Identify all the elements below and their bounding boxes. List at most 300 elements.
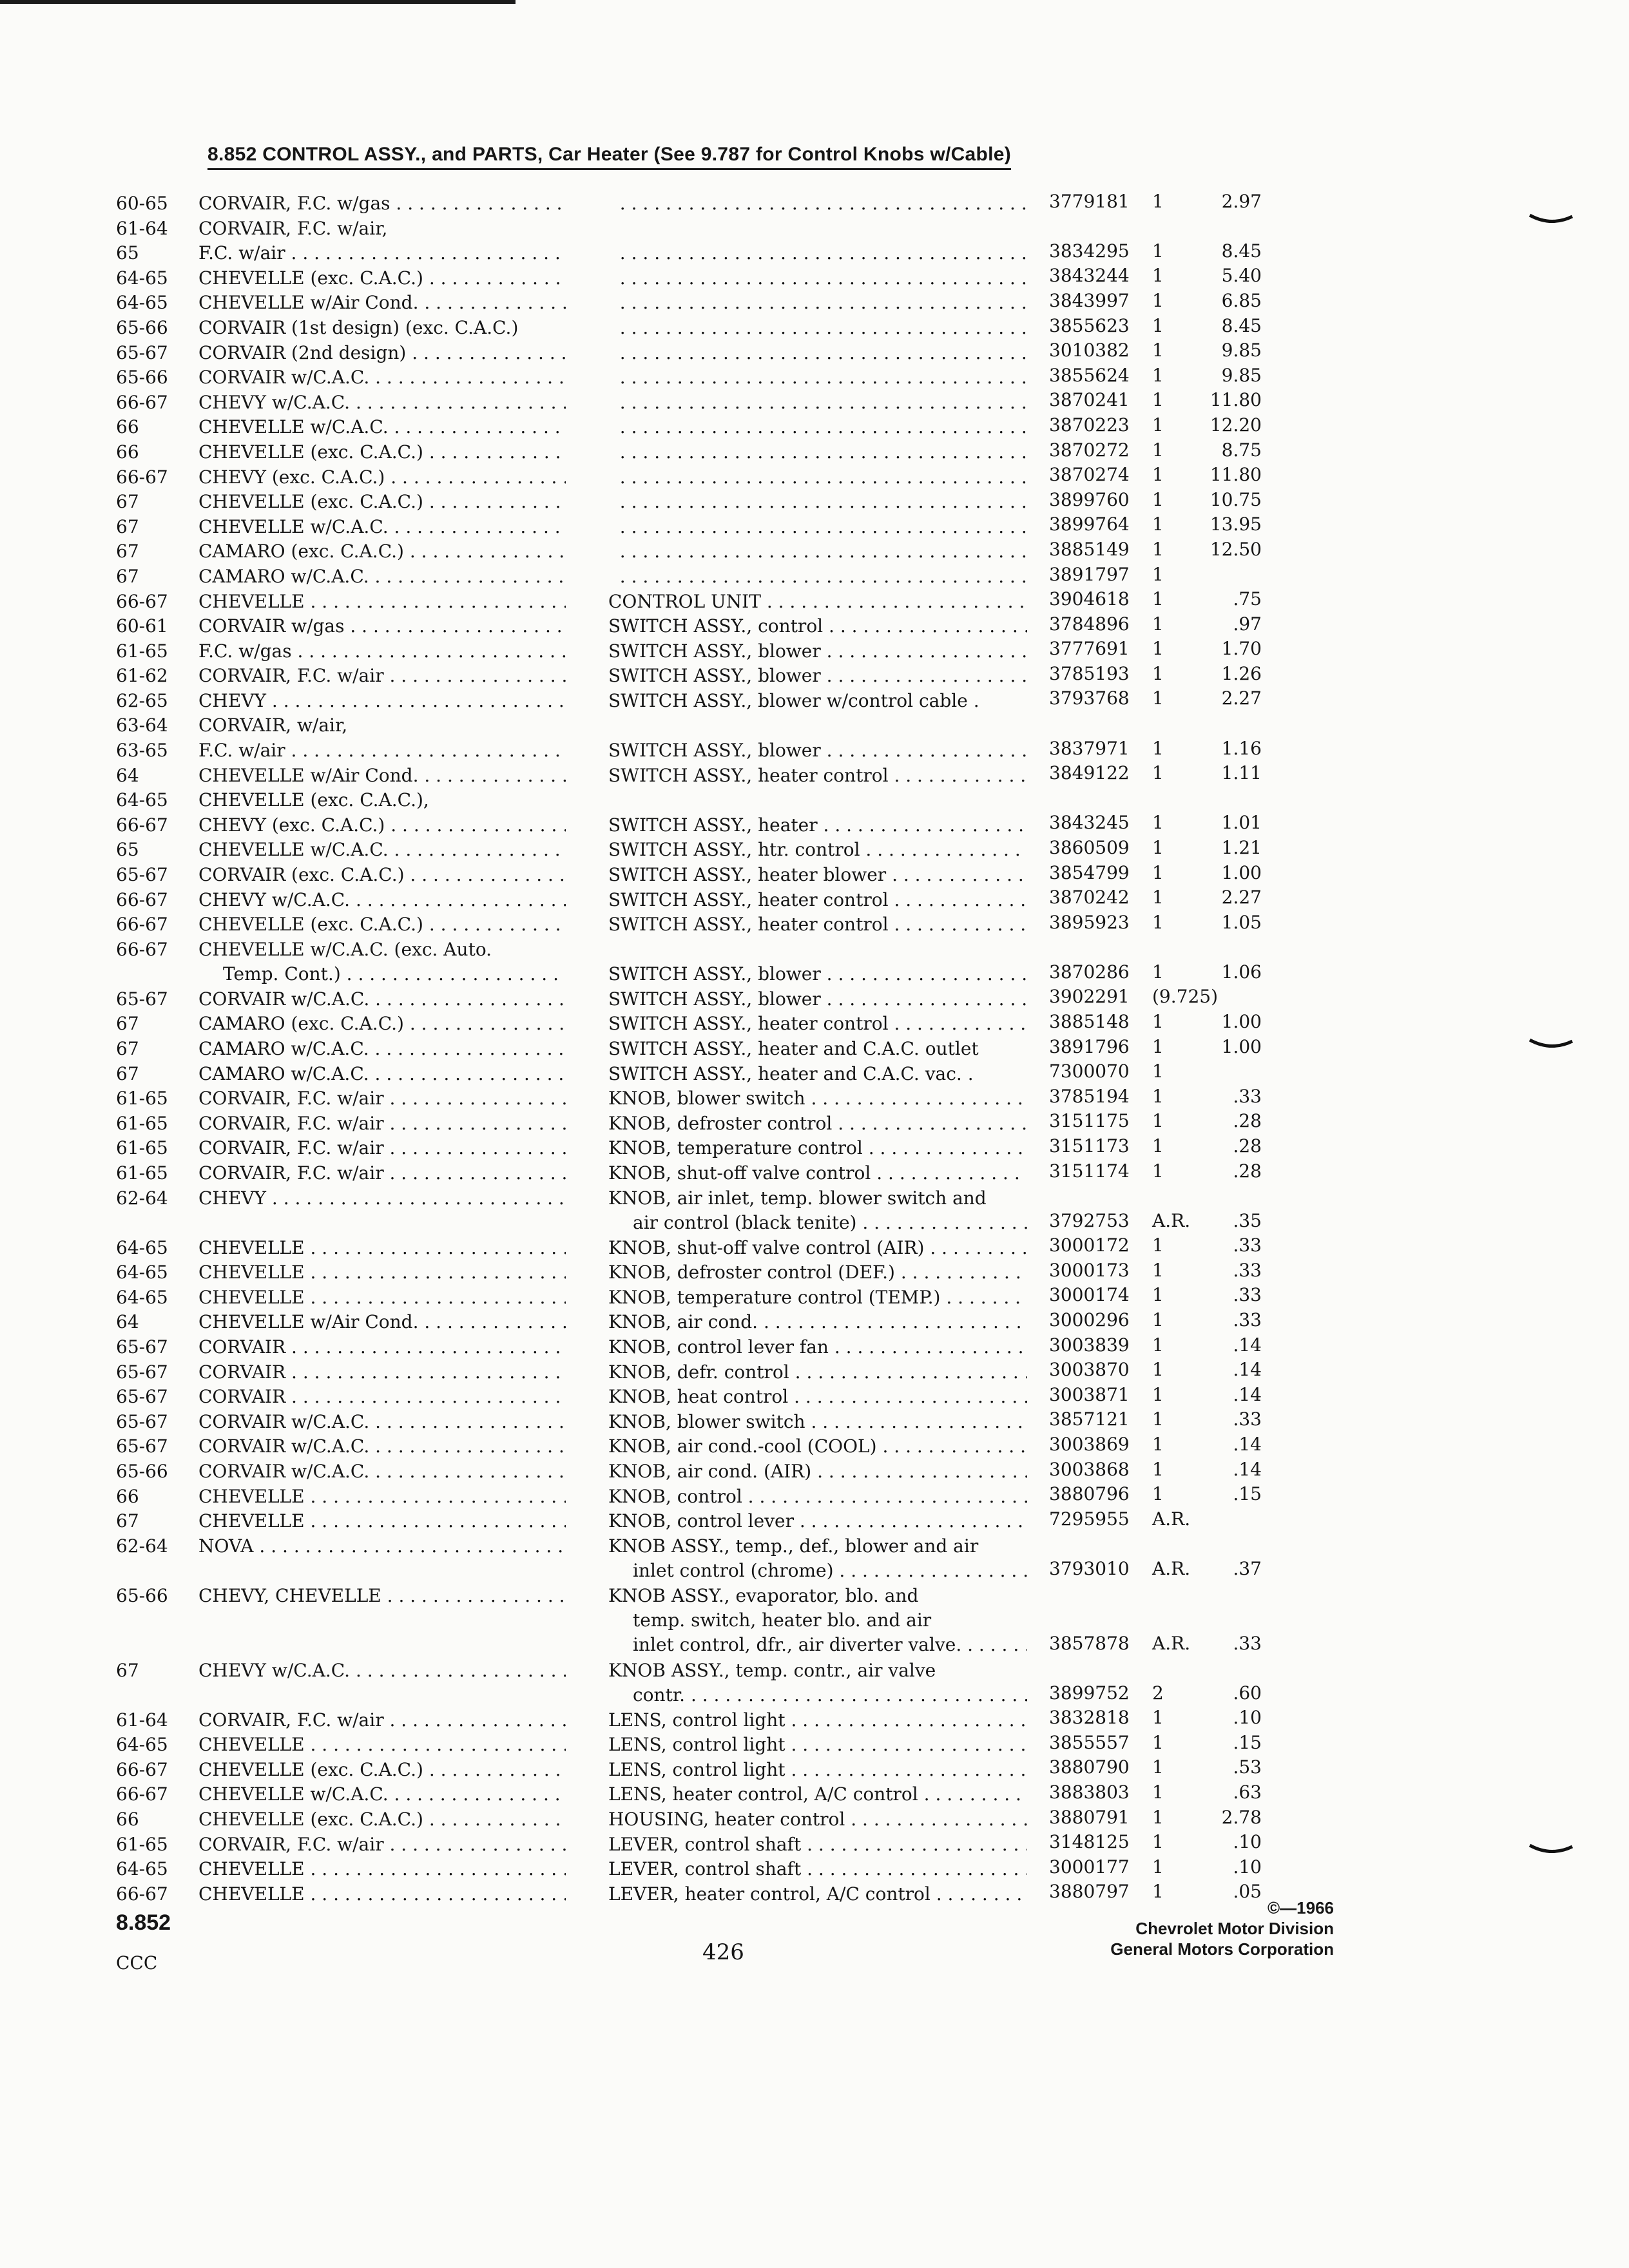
- vehicle-model: CHEVELLE . . .: [198, 1857, 566, 1881]
- part-number: 3151173: [1049, 1135, 1130, 1157]
- table-row: [0, 788, 1629, 813]
- part-number: 3891797: [1049, 563, 1130, 585]
- description-line: LEVER, heater control, A/C control . . .: [608, 1882, 1027, 1907]
- quantity: 1: [1152, 1408, 1164, 1430]
- year-range: 66-67: [116, 889, 168, 910]
- part-number: 3843244: [1049, 265, 1130, 287]
- quantity: 1: [1152, 887, 1164, 908]
- part-number: 3003870: [1049, 1359, 1130, 1381]
- table-row: [0, 515, 1629, 540]
- list-price: .33: [1233, 1309, 1262, 1331]
- part-number: 3870241: [1049, 389, 1130, 411]
- list-price: 1.11: [1221, 762, 1262, 784]
- part-description: [608, 1882, 1027, 1907]
- description-line: KNOB, air cond. (AIR) . . .: [608, 1459, 1027, 1484]
- description-line: KNOB, defr. control . . .: [608, 1360, 1027, 1385]
- table-row: [0, 1086, 1629, 1111]
- part-description: [608, 813, 1027, 838]
- quantity: 1: [1152, 1483, 1164, 1505]
- table-row: [0, 614, 1629, 639]
- vehicle-model: CHEVELLE (exc. C.A.C.) . . .: [198, 912, 566, 937]
- part-number: 3870242: [1049, 887, 1130, 908]
- year-range: 65-66: [116, 316, 168, 338]
- list-price: 1.21: [1221, 837, 1262, 859]
- description-line: KNOB, heat control . . .: [608, 1385, 1027, 1409]
- vehicle-model: CHEVELLE . . .: [198, 1509, 566, 1533]
- part-description: [608, 390, 1027, 415]
- quantity: 1: [1152, 289, 1164, 311]
- part-description: [608, 1534, 1027, 1583]
- part-description: [608, 490, 1027, 514]
- part-number: 3880796: [1049, 1483, 1130, 1505]
- description-line: KNOB, shut-off valve control . . .: [608, 1161, 1027, 1186]
- list-price: 2.78: [1221, 1806, 1262, 1828]
- part-description: [608, 515, 1027, 539]
- quantity: 1: [1152, 364, 1164, 386]
- part-description: [608, 465, 1027, 490]
- vehicle-model: NOVA . . .: [198, 1534, 566, 1559]
- description-line: [608, 316, 1027, 340]
- vehicle-model: CHEVY, CHEVELLE . . .: [198, 1584, 566, 1608]
- part-number: 3843997: [1049, 289, 1130, 311]
- quantity: 1: [1152, 1135, 1164, 1157]
- quantity: 1: [1152, 1110, 1164, 1132]
- part-description: [608, 1509, 1027, 1533]
- description-line: SWITCH ASSY., blower w/control cable .: [608, 689, 979, 711]
- quantity: 1: [1152, 1359, 1164, 1381]
- table-row: [0, 1410, 1629, 1435]
- quantity: 1: [1152, 414, 1164, 436]
- description-line: KNOB, defroster control (DEF.) . . .: [608, 1260, 1027, 1285]
- vehicle-model: CORVAIR w/C.A.C. . . .: [198, 987, 566, 1012]
- table-row: [0, 440, 1629, 465]
- company-corporation: General Motors Corporation: [1110, 1939, 1334, 1959]
- description-line: LENS, heater control, A/C control . . .: [608, 1782, 1027, 1807]
- part-description: [608, 863, 1027, 887]
- table-row: [0, 1385, 1629, 1410]
- list-price: .14: [1233, 1334, 1262, 1356]
- part-description: [608, 937, 1027, 986]
- part-number: 3891796: [1049, 1035, 1130, 1057]
- year-range: 65-67: [116, 864, 168, 886]
- parts-table: [0, 191, 1629, 1907]
- description-line: LEVER, control shaft . . .: [608, 1832, 1027, 1857]
- table-row: [0, 1360, 1629, 1385]
- part-number: 3902291: [1049, 986, 1130, 1008]
- year-range: 62-64: [116, 1187, 168, 1209]
- part-number: 3885148: [1049, 1011, 1130, 1032]
- quantity: 1: [1152, 638, 1164, 660]
- quantity: 1: [1152, 1259, 1164, 1281]
- description-line: SWITCH ASSY., heater and C.A.C. outlet: [608, 1038, 979, 1059]
- vehicle-model: CHEVELLE (exc. C.A.C.) . . .: [198, 1758, 566, 1782]
- year-range: 65-67: [116, 1386, 168, 1408]
- list-price: .33: [1233, 1632, 1262, 1654]
- year-range: 64-65: [116, 1858, 168, 1880]
- quantity: A.R.: [1152, 1209, 1191, 1231]
- year-range: 64-65: [116, 1286, 168, 1308]
- description-line: inlet control, dfr., air diverter valve. . . . . .: [608, 1633, 1027, 1657]
- part-number: 3857121: [1049, 1408, 1130, 1430]
- vehicle-model: CHEVY (exc. C.A.C.) . . .: [198, 465, 566, 490]
- part-number: 3870274: [1049, 464, 1130, 486]
- year-range: 61-62: [116, 665, 168, 687]
- footer-section-number: 8.852: [116, 1910, 171, 1935]
- vehicle-model: CORVAIR w/C.A.C. . . .: [198, 1459, 566, 1484]
- year-range: 66-67: [116, 938, 168, 960]
- table-row: [0, 713, 1629, 738]
- quantity: 1: [1152, 538, 1164, 560]
- part-number: 3785193: [1049, 662, 1130, 684]
- description-line: CONTROL UNIT . . .: [608, 590, 1027, 614]
- copyright-block: [1110, 1898, 1334, 1959]
- description-line: SWITCH ASSY., htr. control . . .: [608, 838, 1027, 862]
- vehicle-model: CHEVY (exc. C.A.C.) . . .: [198, 813, 566, 838]
- quantity: 1: [1152, 514, 1164, 535]
- year-range: 66-67: [116, 914, 168, 936]
- quantity: 1: [1152, 439, 1164, 461]
- description-line: LEVER, control shaft . . .: [608, 1857, 1027, 1881]
- part-number: 3003839: [1049, 1334, 1130, 1356]
- part-number: 3860509: [1049, 837, 1130, 859]
- table-row: [0, 738, 1629, 764]
- table-row: [0, 1459, 1629, 1485]
- description-line: KNOB ASSY., temp. contr., air valve: [608, 1659, 936, 1681]
- part-description: [608, 1310, 1027, 1334]
- list-price: .75: [1233, 588, 1262, 610]
- part-number: 3883803: [1049, 1782, 1130, 1803]
- year-range: 66-67: [116, 590, 168, 612]
- table-row: [0, 241, 1629, 266]
- margin-tick-mark: [1528, 1037, 1574, 1052]
- part-description: [608, 1360, 1027, 1385]
- year-range: 67: [116, 515, 139, 537]
- table-row: [0, 1037, 1629, 1062]
- description-line: [608, 291, 1027, 315]
- part-number: 3832818: [1049, 1707, 1130, 1729]
- vehicle-model: CORVAIR (1st design) (exc. C.A.C.): [198, 316, 519, 338]
- quantity: 1: [1152, 1383, 1164, 1405]
- table-row: [0, 1733, 1629, 1758]
- description-line: [608, 539, 1027, 564]
- list-price: 8.45: [1221, 314, 1262, 336]
- year-range: 62-65: [116, 689, 168, 711]
- table-row: [0, 689, 1629, 714]
- quantity: 1: [1152, 389, 1164, 411]
- vehicle-model: CAMARO w/C.A.C. . . .: [198, 1062, 566, 1086]
- part-description: [608, 1335, 1027, 1360]
- table-row: [0, 590, 1629, 615]
- part-number: 3793768: [1049, 687, 1130, 709]
- table-row: [0, 341, 1629, 366]
- year-range: 65-66: [116, 1460, 168, 1482]
- table-row: [0, 1260, 1629, 1285]
- vehicle-model: CHEVELLE (exc. C.A.C.) . . .: [198, 440, 566, 465]
- vehicle-model: CORVAIR, F.C. w/air,: [198, 217, 388, 239]
- list-price: .35: [1233, 1209, 1262, 1231]
- list-price: 12.50: [1210, 538, 1262, 560]
- part-number: 3793010: [1049, 1557, 1130, 1579]
- table-row: [0, 1509, 1629, 1534]
- part-description: [608, 1584, 1027, 1657]
- part-description: [608, 191, 1027, 216]
- part-description: [608, 639, 1027, 664]
- table-row: [0, 415, 1629, 440]
- vehicle-model: CORVAIR, F.C. w/air . . .: [198, 664, 566, 688]
- description-line: [608, 440, 1027, 465]
- part-description: [608, 316, 1027, 340]
- year-range: 61-64: [116, 217, 168, 239]
- part-number: 3003869: [1049, 1433, 1130, 1455]
- vehicle-model: CHEVELLE w/C.A.C. . . .: [198, 1782, 566, 1807]
- vehicle-model: CHEVELLE w/C.A.C. . . .: [198, 838, 566, 862]
- year-range: 64: [116, 1311, 139, 1333]
- quantity: 1: [1152, 613, 1164, 635]
- quantity: 1: [1152, 762, 1164, 784]
- year-range: 61-65: [116, 1112, 168, 1134]
- list-price: 1.06: [1221, 961, 1262, 983]
- quantity: 1: [1152, 1881, 1164, 1903]
- description-line: SWITCH ASSY., blower . . .: [608, 987, 1027, 1012]
- year-range: 65-67: [116, 1336, 168, 1358]
- quantity: 1: [1152, 464, 1164, 486]
- description-line: [608, 937, 1027, 962]
- description-line: SWITCH ASSY., heater control . . .: [608, 888, 1027, 912]
- quantity: 1: [1152, 837, 1164, 859]
- part-number: 3855623: [1049, 314, 1130, 336]
- quantity: 1: [1152, 1334, 1164, 1356]
- part-description: [608, 1485, 1027, 1509]
- quantity: (9.725): [1152, 986, 1219, 1008]
- table-row: [0, 1857, 1629, 1882]
- year-range: 60-65: [116, 193, 168, 214]
- description-line: [608, 490, 1027, 514]
- list-price: 1.01: [1221, 812, 1262, 834]
- part-description: [608, 764, 1027, 788]
- description-line: KNOB, defroster control . . .: [608, 1111, 1027, 1136]
- quantity: 1: [1152, 1731, 1164, 1753]
- table-row: [0, 937, 1629, 987]
- description-line: KNOB, control . . .: [608, 1485, 1027, 1509]
- description-line: KNOB, control lever . . .: [608, 1509, 1027, 1533]
- part-description: [608, 241, 1027, 265]
- table-row: [0, 1136, 1629, 1161]
- vehicle-model: CHEVY w/C.A.C. . . .: [198, 888, 566, 912]
- list-price: .14: [1233, 1383, 1262, 1405]
- part-description: [608, 341, 1027, 365]
- list-price: .97: [1233, 613, 1262, 635]
- part-description: [608, 266, 1027, 291]
- quantity: 1: [1152, 1160, 1164, 1182]
- list-price: 6.85: [1221, 289, 1262, 311]
- part-number: 3785194: [1049, 1085, 1130, 1107]
- vehicle-model: CHEVELLE w/C.A.C. . . .: [198, 415, 566, 439]
- part-number: 3895923: [1049, 911, 1130, 933]
- description-line: SWITCH ASSY., heater control . . .: [608, 912, 1027, 937]
- part-description: [608, 1062, 1027, 1086]
- list-price: 1.00: [1221, 1011, 1262, 1032]
- vehicle-model: CHEVY w/C.A.C. . . .: [198, 390, 566, 415]
- quantity: 1: [1152, 1035, 1164, 1057]
- quantity: 1: [1152, 240, 1164, 262]
- margin-tick-mark: [1528, 1843, 1574, 1857]
- year-range: 64: [116, 764, 139, 786]
- list-price: 1.26: [1221, 662, 1262, 684]
- quantity: 1: [1152, 812, 1164, 834]
- part-number: 3777691: [1049, 638, 1130, 660]
- part-number: 7300070: [1049, 1061, 1130, 1082]
- year-range: 66: [116, 1485, 139, 1507]
- quantity: 1: [1152, 340, 1164, 361]
- part-number: 3899764: [1049, 514, 1130, 535]
- list-price: .14: [1233, 1359, 1262, 1381]
- description-line: KNOB, control lever fan . . .: [608, 1335, 1027, 1360]
- list-price: 1.70: [1221, 638, 1262, 660]
- list-price: .28: [1233, 1160, 1262, 1182]
- description-line: LENS, control light . . .: [608, 1708, 1027, 1733]
- vehicle-model: CORVAIR w/C.A.C. . . .: [198, 1434, 566, 1459]
- quantity: 1: [1152, 861, 1164, 883]
- vehicle-model: CORVAIR, w/air,: [198, 715, 348, 736]
- year-range: 67: [116, 565, 139, 587]
- year-range: 65-67: [116, 988, 168, 1010]
- vehicle-model: CAMARO w/C.A.C. . . .: [198, 564, 566, 589]
- part-description: [608, 689, 1027, 713]
- year-range: 67: [116, 1510, 139, 1532]
- description-line: KNOB, air cond. . . .: [608, 1310, 1027, 1334]
- footer-code: CCC: [116, 1952, 158, 1974]
- list-price: 11.80: [1210, 464, 1262, 486]
- year-range: 66-67: [116, 466, 168, 488]
- part-number: 3792753: [1049, 1209, 1130, 1231]
- quantity: 1: [1152, 1235, 1164, 1256]
- part-description: [608, 614, 1027, 639]
- description-line: [608, 515, 1027, 539]
- description-line: [608, 465, 1027, 490]
- year-range: 66-67: [116, 814, 168, 836]
- vehicle-model: CORVAIR, F.C. w/air . . .: [198, 1086, 566, 1111]
- list-price: 9.85: [1221, 340, 1262, 361]
- quantity: 1: [1152, 1433, 1164, 1455]
- description-line: KNOB, blower switch . . .: [608, 1410, 1027, 1434]
- year-range: 67: [116, 1038, 139, 1059]
- vehicle-model: CHEVELLE . . .: [198, 1485, 566, 1509]
- year-range: 66: [116, 1809, 139, 1831]
- list-price: .10: [1233, 1831, 1262, 1853]
- year-range: 64-65: [116, 1262, 168, 1283]
- year-range: 65-67: [116, 1361, 168, 1383]
- vehicle-model: CORVAIR w/gas . . .: [198, 614, 566, 639]
- part-description: [608, 1161, 1027, 1186]
- list-price: 8.75: [1221, 439, 1262, 461]
- part-description: [608, 1136, 1027, 1160]
- vehicle-model: [198, 937, 566, 986]
- vehicle-model: CHEVELLE . . .: [198, 1236, 566, 1260]
- list-price: 5.40: [1221, 265, 1262, 287]
- table-row: [0, 490, 1629, 515]
- margin-tick-mark: [1528, 213, 1574, 227]
- table-row: [0, 1236, 1629, 1261]
- year-range: 61-65: [116, 1162, 168, 1184]
- part-number: 3855557: [1049, 1731, 1130, 1753]
- part-description: [608, 1832, 1027, 1857]
- description-line: inlet control (chrome) . . .: [608, 1559, 1027, 1583]
- vehicle-model: CAMARO (exc. C.A.C.) . . .: [198, 539, 566, 564]
- table-row: [0, 863, 1629, 888]
- table-row: [0, 1434, 1629, 1459]
- section-heading: 8.852 CONTROL ASSY., and PARTS, Car Heater (See 9.787 for Control Knobs w/Cable): [207, 144, 1011, 170]
- table-row: [0, 539, 1629, 564]
- table-row: [0, 1782, 1629, 1807]
- part-description: [608, 1708, 1027, 1733]
- year-range: 65-66: [116, 1584, 168, 1606]
- year-range: 65-67: [116, 341, 168, 363]
- list-price: 1.00: [1221, 861, 1262, 883]
- part-description: [608, 738, 1027, 763]
- description-line: SWITCH ASSY., heater control . . .: [608, 764, 1027, 788]
- quantity: 1: [1152, 687, 1164, 709]
- part-number: 3843245: [1049, 812, 1130, 834]
- part-number: 3857878: [1049, 1632, 1130, 1654]
- vehicle-model: CORVAIR w/C.A.C. . . .: [198, 365, 566, 390]
- list-price: .14: [1233, 1433, 1262, 1455]
- vehicle-model: CHEVELLE . . .: [198, 1733, 566, 1757]
- quantity: 1: [1152, 961, 1164, 983]
- table-row: [0, 813, 1629, 838]
- part-description: [608, 1260, 1027, 1285]
- part-number: 3870286: [1049, 961, 1130, 983]
- vehicle-model: CHEVELLE . . .: [198, 1260, 566, 1285]
- part-description: [608, 1459, 1027, 1484]
- table-row: [0, 1111, 1629, 1137]
- part-description: [608, 415, 1027, 439]
- part-number: 3779181: [1049, 190, 1130, 212]
- vehicle-model: CHEVELLE (exc. C.A.C.) . . .: [198, 490, 566, 514]
- table-row: [0, 1310, 1629, 1335]
- part-number: 7295955: [1049, 1508, 1130, 1530]
- part-number: 3885149: [1049, 538, 1130, 560]
- quantity: A.R.: [1152, 1632, 1191, 1654]
- part-description: [608, 1434, 1027, 1459]
- part-description: [608, 664, 1027, 688]
- part-description: [608, 1037, 1027, 1061]
- description-line: [608, 266, 1027, 291]
- year-range: 65-67: [116, 1410, 168, 1432]
- description-line: SWITCH ASSY., heater and C.A.C. vac. .: [608, 1062, 974, 1084]
- description-line: KNOB, shut-off valve control (AIR) . . .: [608, 1236, 1027, 1260]
- vehicle-model: CORVAIR w/C.A.C. . . .: [198, 1410, 566, 1434]
- vehicle-model: CORVAIR, F.C. w/air . . .: [198, 1708, 566, 1733]
- quantity: 1: [1152, 1831, 1164, 1853]
- vehicle-model: CHEVY . . .: [198, 689, 566, 713]
- part-number: 3000172: [1049, 1235, 1130, 1256]
- company-division: Chevrolet Motor Division: [1135, 1919, 1334, 1938]
- part-number: 3880797: [1049, 1881, 1130, 1903]
- table-row: [0, 390, 1629, 416]
- list-price: 1.16: [1221, 737, 1262, 759]
- list-price: .33: [1233, 1085, 1262, 1107]
- table-row: [0, 1186, 1629, 1236]
- part-number: 3880791: [1049, 1806, 1130, 1828]
- year-range: 61-64: [116, 1709, 168, 1731]
- table-row: [0, 888, 1629, 913]
- part-description: [608, 1658, 1027, 1707]
- quantity: 1: [1152, 1458, 1164, 1480]
- year-range: 65: [116, 839, 139, 861]
- list-price: 9.85: [1221, 364, 1262, 386]
- list-price: .60: [1233, 1682, 1262, 1704]
- part-number: 3849122: [1049, 762, 1130, 784]
